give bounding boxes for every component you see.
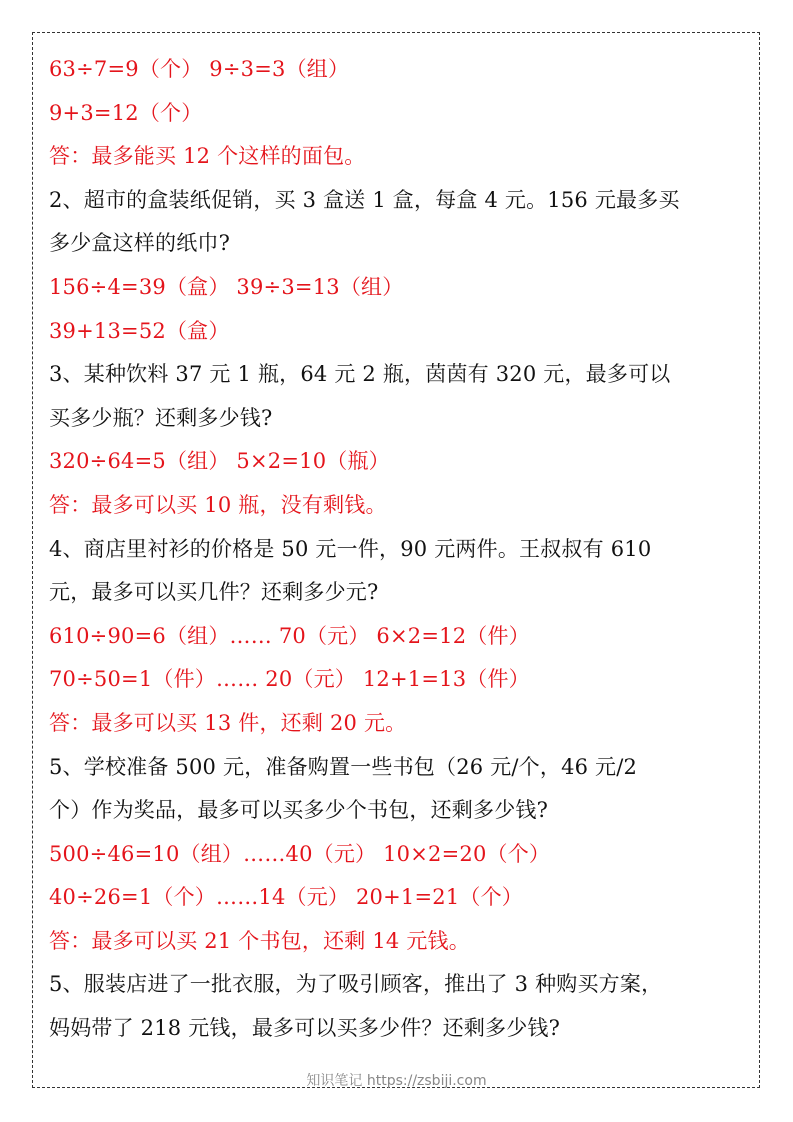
question-line: 5、学校准备 500 元，准备购置一些书包（26 元/个，46 元/2 (49, 754, 638, 779)
answer-line: 63÷7=9（个） 9÷3=3（组） (49, 57, 350, 81)
question-line: 4、商店里衬衫的价格是 50 元一件，90 元两件。王叔叔有 610 (49, 536, 652, 561)
question-line: 多少盒这样的纸巾? (49, 231, 231, 256)
answer-line: 500÷46=10（组）……40（元） 10×2=20（个） (49, 841, 551, 866)
answer-line: 70÷50=1（件）…… 20（元） 12+1=13（件） (49, 667, 530, 692)
answer-line: 320÷64=5（组） 5×2=10（瓶） (49, 449, 390, 474)
question-line: 买多少瓶？还剩多少钱? (49, 405, 273, 430)
question-line: 妈妈带了 218 元钱，最多可以买多少件？还剩多少钱? (49, 1016, 561, 1041)
question-line: 3、某种饮料 37 元 1 瓶，64 元 2 瓶，茵茵有 320 元，最多可以 (49, 362, 671, 387)
document-body (49, 48, 749, 1051)
answer-line: 答：最多可以买 10 瓶，没有剩钱。 (49, 492, 387, 517)
answer-line: 39+13=52（盒） (49, 318, 230, 343)
answer-line: 40÷26=1（个）……14（元） 20+1=21（个） (49, 885, 523, 910)
footer-watermark: 知识笔记 https://zsbiji.com (306, 1073, 487, 1089)
question-line: 5、服装店进了一批衣服，为了吸引顾客，推出了 3 种购买方案， (49, 972, 663, 997)
question-line: 元，最多可以买几件？还剩多少元? (49, 580, 379, 605)
question-line: 个）作为奖品，最多可以买多少个书包，还剩多少钱? (49, 798, 549, 823)
answer-line: 9+3=12（个） (49, 100, 203, 125)
answer-line: 610÷90=6（组）…… 70（元） 6×2=12（件） (49, 623, 530, 648)
question-line: 2、超市的盒装纸促销，买 3 盒送 1 盒，每盒 4 元。156 元最多买 (49, 187, 680, 212)
answer-line: 答：最多可以买 21 个书包，还剩 14 元钱。 (49, 928, 470, 953)
answer-line: 答：最多能买 12 个这样的面包。 (49, 144, 366, 169)
answer-line: 答：最多可以买 13 件，还剩 20 元。 (49, 710, 407, 735)
answer-line: 156÷4=39（盒） 39÷3=13（组） (49, 274, 404, 299)
